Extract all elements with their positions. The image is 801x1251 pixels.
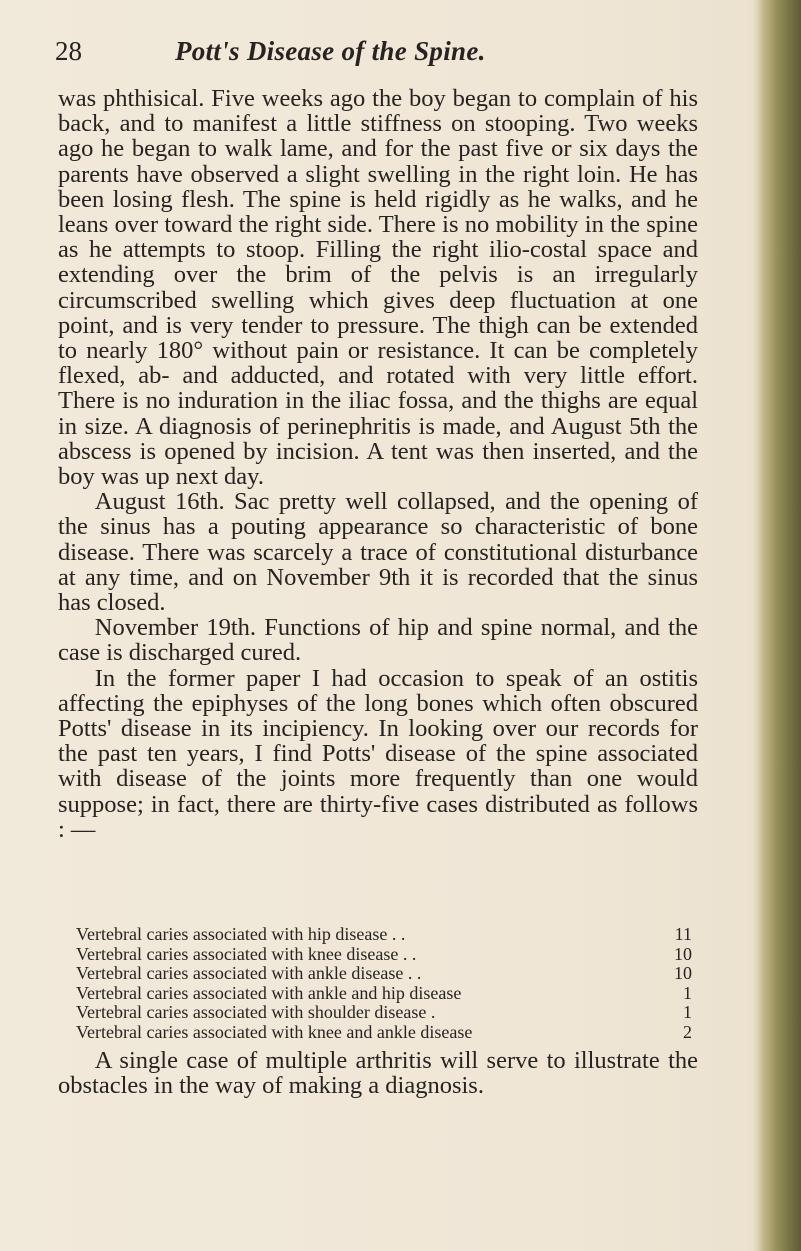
table-row-label: Vertebral caries associated with hip disease . . [76,924,406,944]
table-row-label: Vertebral caries associated with knee disease . . [76,943,417,964]
paragraph: November 19th. Functions of hip and spine normal, and the case is discharged cured. [58,614,698,667]
table-row [76,925,692,945]
body-text [58,86,698,842]
table-row-count: 10 [674,963,692,984]
page-edge [753,0,801,1251]
case-distribution-table [76,925,692,1043]
table-row-count: 1 [683,982,692,1003]
table-row-count: 10 [674,943,692,964]
running-head: Pott's Disease of the Spine. [175,36,486,66]
table-row [76,1023,692,1043]
table-row-count: 11 [674,924,692,944]
table-row [76,945,692,965]
table-row-label: Vertebral caries associated with shoulder disease . [76,1002,436,1023]
paragraph: was phthisical. Five weeks ago the boy began to complain of his back, and to manifest a little stiffness on stooping. Two weeks ago he began to walk lame, and for the past five or six days the parents have observed a slight swelling in the right loin. He has been losing flesh. The spine is held rigidly as he walks, and he leans over toward the right side. There is no mobility in the spine as he attempts to stoop. Filling the right ilio-costal space and extending over the brim of the pelvis is an irregularly circumscribed swelling which gives deep fluctuation at one point, and is very tender to pressure. The thigh can be extended to nearly 180° without pain or resistance. It can be completely flexed, ab- and adducted, and rotated with very little effort. There is no induration in the iliac fossa, and the thighs are equal in size. A diagnosis of perinephritis is made, and August 5th the abscess is opened by incision. A tent was then inserted, and the boy was up next day. [58,85,698,491]
table-row [76,1003,692,1023]
page-number: 28 [55,36,82,66]
table-row-count: 2 [683,1021,692,1042]
table-row-label: Vertebral caries associated with ankle and hip disease [76,982,462,1003]
table-row-label: Vertebral caries associated with knee and ankle disease [76,1021,473,1042]
paragraph: In the former paper I had occasion to speak of an ostitis affecting the epiphyses of the long bones which often obscured Potts' disease in its incipiency. In looking over our records for the past ten years, I find Potts' disease of the spine associated with disease of the joints more frequently than one would suppose; in fact, there are thirty-five cases distributed as follows : — [58,664,698,843]
paragraph: August 16th. Sac pretty well collapsed, and the opening of the sinus has a pouting appearance so characteristic of bone disease. There was scarcely a trace of constitutional disturbance at any time, and on November 9th it is recorded that the sinus has closed. [58,488,698,617]
closing-paragraph: A single case of multiple arthritis will serve to illustrate the obstacles in the way of making a diagnosis. [58,1047,698,1100]
table-row [76,964,692,984]
table-row [76,984,692,1004]
table-row-count: 1 [683,1002,692,1023]
table-row-label: Vertebral caries associated with ankle disease . . [76,963,422,984]
